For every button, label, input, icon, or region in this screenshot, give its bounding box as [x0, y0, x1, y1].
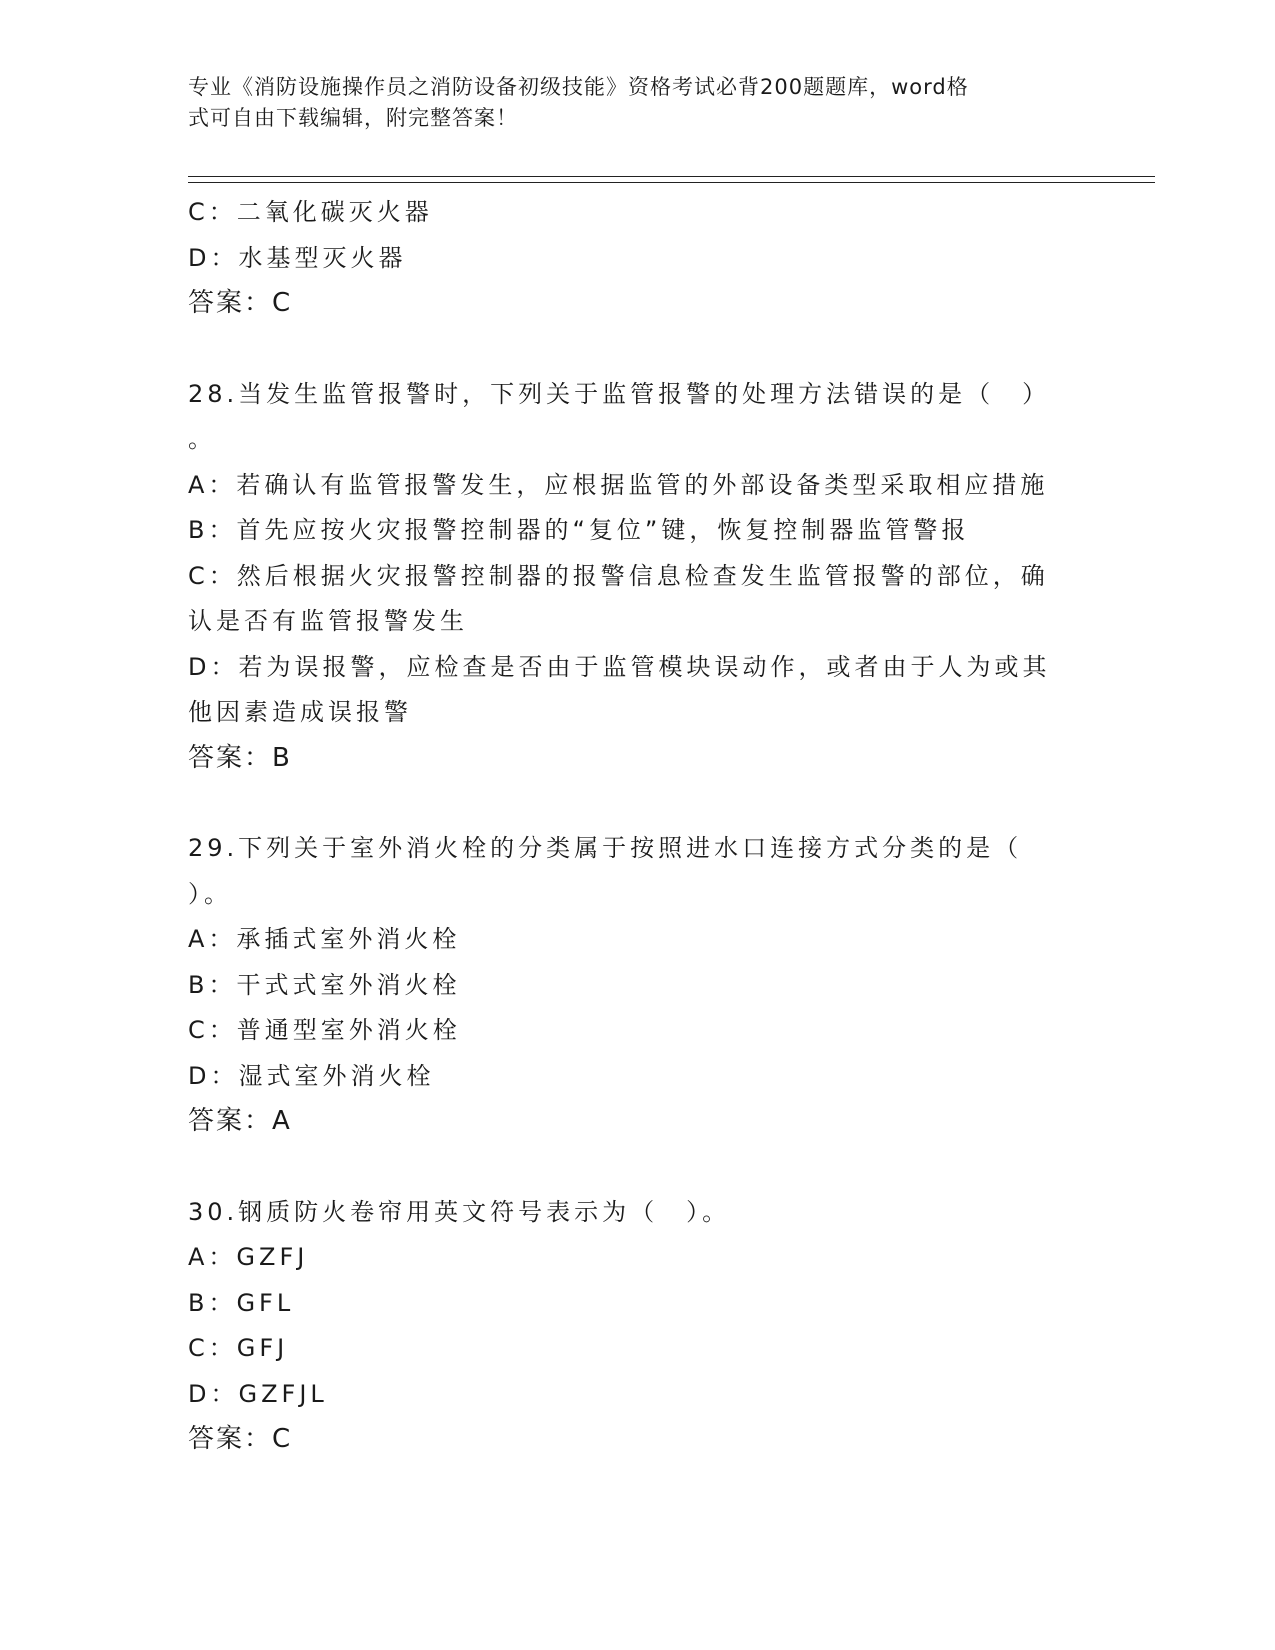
answer-line: 答案：B: [188, 742, 292, 773]
question-stem: 29.下列关于室外消火栓的分类属于按照进水口连接方式分类的是（: [188, 834, 1023, 862]
header-line-1: 专业《消防设施操作员之消防设备初级技能》资格考试必背200题题库，word格: [188, 75, 969, 99]
question-29: [188, 826, 1088, 1145]
option-d: D：水基型灭火器: [188, 243, 407, 272]
option-d: D：GZFJL: [188, 1379, 328, 1408]
option-c: C：GFJ: [188, 1334, 289, 1362]
question-stem: 28.当发生监管报警时，下列关于监管报警的处理方法错误的是（ ）: [188, 379, 1051, 408]
option-c: C：然后根据火灾报警控制器的报警信息检查发生监管报警的部位，确: [188, 561, 1049, 590]
question-27-tail: [188, 190, 1088, 327]
answer-line: 答案：A: [188, 1106, 292, 1136]
spacer: [188, 1145, 1088, 1190]
option-c: C：普通型室外消火栓: [188, 1016, 461, 1044]
option-c: C：二氧化碳灭火器: [188, 198, 433, 226]
option-d-continued: 他因素造成误报警: [188, 698, 412, 726]
option-c-continued: 认是否有监管报警发生: [188, 607, 468, 635]
option-a: A：若确认有监管报警发生，应根据监管的外部设备类型采取相应措施: [188, 470, 1049, 499]
answer-line: 答案：C: [188, 288, 293, 318]
document-header: [188, 72, 1068, 134]
question-stem-continued: 。: [188, 425, 216, 453]
header-divider-bottom: [188, 182, 1155, 183]
question-28: [188, 372, 1088, 782]
question-30: [188, 1190, 1088, 1463]
answer-line: 答案：C: [188, 1424, 293, 1454]
option-d: D：湿式室外消火栓: [188, 1061, 435, 1090]
header-line-2: 式可自由下载编辑，附完整答案！: [188, 106, 518, 130]
option-a: A：承插式室外消火栓: [188, 925, 461, 953]
option-a: A：GZFJ: [188, 1243, 309, 1271]
option-b: B：干式式室外消火栓: [188, 970, 461, 999]
header-divider-top: [188, 176, 1155, 177]
spacer: [188, 781, 1088, 826]
option-d: D：若为误报警，应检查是否由于监管模块误动作，或者由于人为或其: [188, 652, 1051, 681]
option-b: B：首先应按火灾报警控制器的“复位”键，恢复控制器监管警报: [188, 516, 970, 544]
spacer: [188, 327, 1088, 372]
option-b: B：GFL: [188, 1288, 295, 1317]
question-stem-continued: ）。: [188, 879, 232, 908]
question-content: [188, 190, 1088, 1463]
question-stem: 30.钢质防火卷帘用英文符号表示为（ ）。: [188, 1197, 731, 1226]
